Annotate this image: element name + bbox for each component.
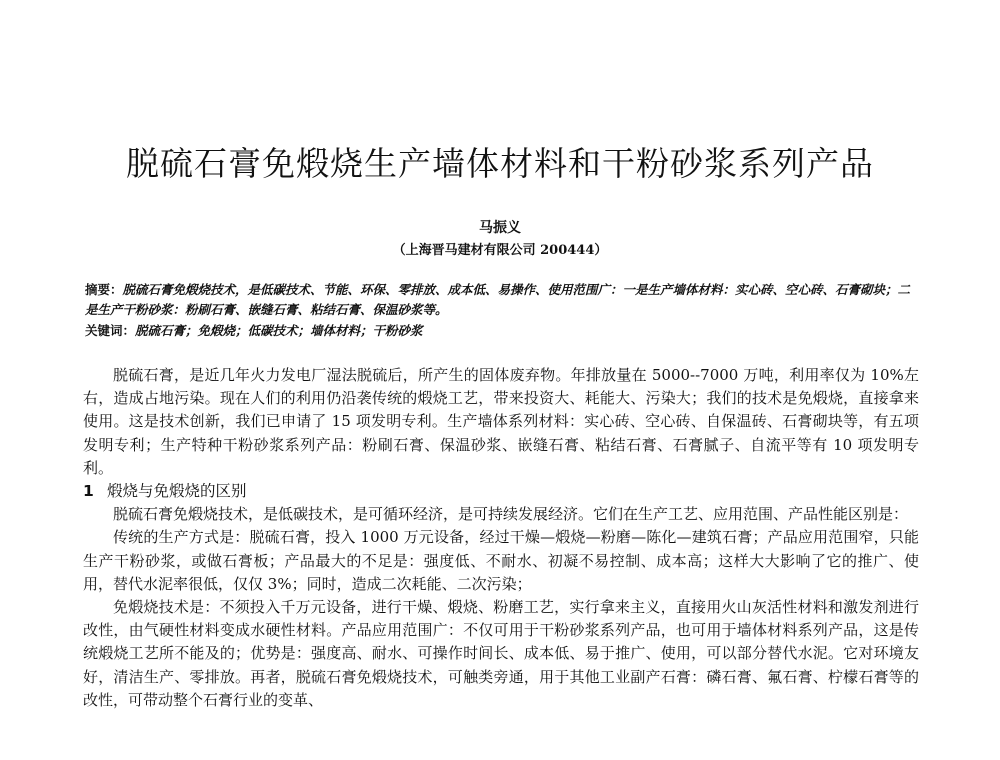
section-title: 煅烧与免煅烧的区别 [107,482,247,501]
body-paragraph: 脱硫石膏免煅烧技术，是低碳技术，是可循环经济，是可持续发展经济。它们在生产工艺、应用范围、产品性能区别是： [113,505,909,524]
body-paragraph: 免煅烧技术是：不须投入千万元设备，进行干燥、煅烧、粉磨工艺，实行拿来主义，直接用火山灰活性材料和激发剂进行改性，由气硬性材料变成水硬性材料。产品应用范围广：不仅可用于干粉砂浆系列产品，也可用于墙体材料系列产品，这是传统煅烧工艺所不能及的；优势是：强度高、耐水、可操作时间长、成本低、易于推广、使用，可以部分替代水泥。它对环境友好，清洁生产、零排放。再者，脱硫石膏免煅烧技术，可触类旁通，用于其他工业副产石膏：磷石膏、氟石膏、柠檬石膏等的改性，可带动整个石膏行业的变革、 [83,598,919,709]
section-heading [83,480,919,503]
paper-body [83,364,919,712]
keywords [85,321,915,341]
keywords-label: 关键词： [85,323,136,338]
author-affiliation: （上海晋马建材有限公司 200444） [392,243,608,258]
paper-title: 脱硫石膏免煅烧生产墙体材料和干粉砂浆系列产品 [126,144,874,183]
author-name: 马振义 [479,220,521,236]
abstract-label: 摘要： [85,282,123,297]
body-paragraph: 脱硫石膏，是近几年火力发电厂湿法脱硫后，所产生的固体废弃物。年排放量在 5000--7000 万吨，利用率仅为 10%左右，造成占地污染。现在人们的利用仍沿袭传统的煅烧工艺，带来投资大、耗能大、污染大；我们的技术是免煅烧，直接拿来使用。这是技术创新，我们已申请了 15 项发明专利。生产墙体系列材料：实心砖、空心砖、自保温砖、石膏砌块等，有五项发明专利；生产特种干粉砂浆系列产品：粉刷石膏、保温砂浆、嵌缝石膏、粘结石膏、石膏腻子、自流平等有 10 项发明专利。 [83,366,919,477]
abstract-text: 脱硫石膏免煅烧技术，是低碳技术、节能、环保、零排放、成本低、易操作、使用范围广：一是生产墙体材料：实心砖、空心砖、石膏砌块；二是生产干粉砂浆：粉刷石膏、嵌缝石膏、粘结石膏、保温砂浆等。 [85,282,911,317]
body-paragraph: 传统的生产方式是：脱硫石膏，投入 1000 万元设备，经过干燥—煅烧—粉磨—陈化—建筑石膏；产品应用范围窄，只能生产干粉砂浆，或做石膏板；产品最大的不足是：强度低、不耐水、初凝不易控制、成本高；这样大大影响了它的推广、使用，替代水泥率很低，仅仅 3%；同时，造成二次耗能、二次污染； [83,528,919,593]
keywords-text: 脱硫石膏；免煅烧；低碳技术；墙体材料；干粉砂浆 [135,323,423,338]
abstract [85,280,915,320]
section-number: 1 [83,482,94,501]
